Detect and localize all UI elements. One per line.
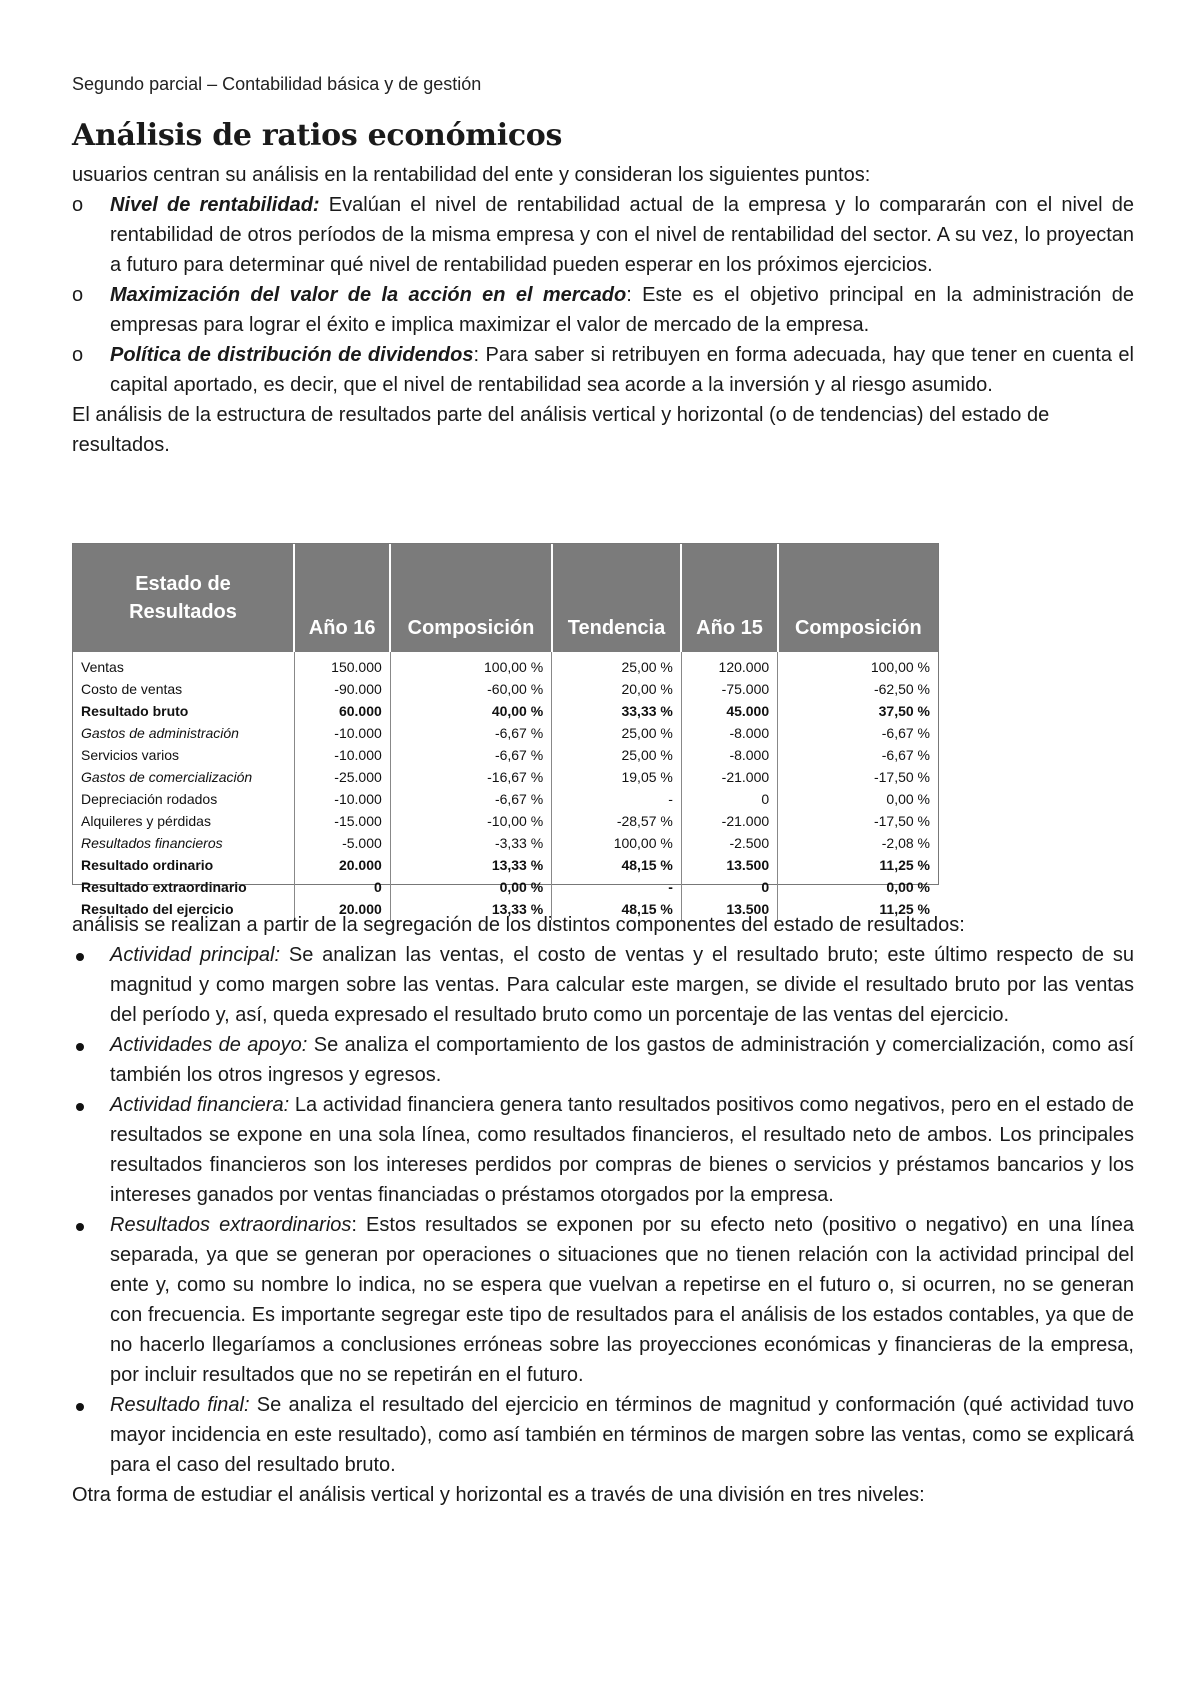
- table-row: [73, 876, 938, 898]
- value-cell: 100,00 %: [552, 832, 682, 854]
- value-cell: -90.000: [294, 678, 390, 700]
- value-cell: -6,67 %: [881, 725, 930, 741]
- row-label-cell: Resultado ordinario: [73, 854, 294, 876]
- value-cell: 0,00 %: [886, 879, 930, 895]
- value-cell: 13.500: [681, 898, 777, 920]
- value-cell: 25,00 %: [552, 652, 682, 678]
- value-cell: 0: [681, 788, 777, 810]
- table-row: [73, 652, 938, 678]
- value-cell: -8.000: [681, 722, 777, 744]
- value-cell: -10.000: [294, 744, 390, 766]
- section-intro: usuarios centran su análisis en la rentabilidad del ente y consideran los siguientes puntos:: [72, 164, 871, 186]
- value-cell: -75.000: [681, 678, 777, 700]
- circle-bullet-icon: o: [72, 344, 84, 366]
- point-text: : Para saber si retribuyen en forma adecuada, hay que tener en cuenta el capital aportado, es decir, que el nivel de rentabilidad sea acorde a la inversión y al riesgo asumido.: [110, 344, 1134, 396]
- row-label-cell: Gastos de administración: [73, 722, 294, 744]
- ratios-point-list: [72, 190, 1134, 400]
- value-cell: -28,57 %: [552, 810, 682, 832]
- value-cell: 13.500: [681, 854, 777, 876]
- value-cell: 19,05 %: [552, 766, 682, 788]
- row-label-cell: Resultados financieros: [73, 832, 294, 854]
- value-cell: -10.000: [294, 788, 390, 810]
- component-text: La actividad financiera genera tanto resultados positivos como negativos, pero en el estado de resultados se expone en una sola línea, como resultados financieros, el resultado neto de ambos. Los principales resultados financieros son los intereses perdidos por compras de bienes o servicios y préstamos bancarios y los intereses ganados por ventas financiadas o préstamos otorgados por la empresa.: [110, 1094, 1134, 1206]
- value-cell: 40,00 %: [390, 700, 551, 722]
- value-cell: -10,00 %: [390, 810, 551, 832]
- bullet-dot-icon: [76, 1223, 84, 1231]
- point-term: Política de distribución de dividendos: [110, 344, 474, 366]
- value-cell: 13,33 %: [390, 854, 551, 876]
- document-header: Segundo parcial – Contabilidad básica y de gestión: [72, 74, 482, 94]
- value-cell: 11,25 %: [879, 857, 930, 873]
- component-term: Resultado final:: [110, 1394, 250, 1416]
- value-cell: -8.000: [681, 744, 777, 766]
- value-cell: -25.000: [294, 766, 390, 788]
- header-line: Estado de: [135, 573, 231, 595]
- list-item: [72, 190, 1134, 280]
- value-cell: 25,00 %: [552, 744, 682, 766]
- table-row: [73, 810, 938, 832]
- value-cell: -5.000: [294, 832, 390, 854]
- value-cell: -: [552, 876, 682, 898]
- list-item: [72, 1210, 1134, 1390]
- value-cell: -: [552, 788, 682, 810]
- value-cell: 20,00 %: [552, 678, 682, 700]
- circle-bullet-icon: o: [72, 284, 84, 306]
- value-cell: 45.000: [681, 700, 777, 722]
- value-cell: 100,00 %: [390, 652, 551, 678]
- column-header: [73, 544, 294, 652]
- value-cell: -6,67 %: [390, 722, 551, 744]
- table-row: [73, 722, 938, 744]
- row-label-cell: Resultado extraordinario: [73, 876, 294, 898]
- value-cell: -3,33 %: [390, 832, 551, 854]
- table-row: [73, 788, 938, 810]
- value-cell: 0,00 %: [886, 791, 930, 807]
- list-item: [72, 1030, 1134, 1090]
- component-term: Actividad financiera:: [110, 1094, 290, 1116]
- row-label-cell: Resultado del ejercicio: [73, 898, 294, 920]
- column-header: Composición: [778, 544, 938, 652]
- value-cell: -6,67 %: [390, 788, 551, 810]
- value-cell: -21.000: [681, 766, 777, 788]
- value-cell: -62,50 %: [873, 681, 930, 697]
- section-title: Análisis de ratios económicos: [72, 118, 563, 153]
- value-cell: 37,50 %: [878, 703, 930, 719]
- value-cell: 11,25 %: [879, 901, 930, 917]
- value-cell: -60,00 %: [390, 678, 551, 700]
- component-text: Se analizan las ventas, el costo de ventas y el resultado bruto; este último respecto de su magnitud y como margen sobre las ventas. Para calcular este margen, se divide el resultado bruto por las ventas del período y, así, queda expresado el resultado bruto como un porcentaje de las ventas del ejercicio.: [110, 944, 1135, 1026]
- value-cell: 0: [681, 876, 777, 898]
- point-text: Evalúan el nivel de rentabilidad actual de la empresa y lo compararán con el nivel de rentabilidad de otros períodos de la misma empresa y con el nivel de rentabilidad del sector. A su vez, lo proyectan a futuro para determinar qué nivel de rentabilidad pueden esperar en los próximos ejercicios.: [110, 194, 1135, 276]
- component-term: Resultados extraordinarios: [110, 1214, 352, 1236]
- row-label-cell: Servicios varios: [73, 744, 294, 766]
- value-cell: 48,15 %: [552, 898, 682, 920]
- row-label-cell: Depreciación rodados: [73, 788, 294, 810]
- value-cell: 20.000: [294, 854, 390, 876]
- column-header: Composición: [390, 544, 551, 652]
- table-row: [73, 678, 938, 700]
- value-cell: -2.500: [681, 832, 777, 854]
- column-header: Tendencia: [552, 544, 682, 652]
- point-term: Nivel de rentabilidad:: [110, 194, 320, 216]
- value-cell: -2,08 %: [881, 835, 930, 851]
- column-header: Año 16: [294, 544, 390, 652]
- point-text: : Este es el objetivo principal en la administración de empresas para lograr el éxito e implica maximizar el valor de mercado de la empresa.: [110, 284, 1134, 336]
- table-row: [73, 766, 938, 788]
- value-cell: 100,00 %: [870, 659, 930, 675]
- list-item: [72, 340, 1134, 400]
- value-cell: -17,50 %: [873, 813, 930, 829]
- row-label-cell: Ventas: [73, 652, 294, 678]
- component-text: Se analiza el comportamiento de los gastos de administración y comercialización, como así también los otros ingresos y egresos.: [110, 1034, 1135, 1086]
- row-label-cell: Resultado bruto: [73, 700, 294, 722]
- table-row: [73, 832, 938, 854]
- component-text: : Estos resultados se exponen por su efecto neto (positivo o negativo) en una línea separada, ya que se generan por operaciones o situaciones que no tienen relación con la actividad principal del ente y, como su nombre lo indica, no se espera que vuelvan a repetirse en el futuro o, si ocurren, no se generan con frecuencia. Es importante segregar este tipo de resultados para el análisis de los estados contables, ya que de no hacerlo llegaríamos a conclusiones erróneas sobre las proyecciones económicas y financieras de la empresa, por incluir resultados que no se repetirán en el futuro.: [110, 1214, 1134, 1386]
- component-text: Se analiza el resultado del ejercicio en términos de magnitud y conformación (qué actividad tuvo mayor incidencia en este resultado), como así también en términos de margen sobre las ventas, como se explicará para el caso del resultado bruto.: [110, 1394, 1134, 1476]
- table-row: [73, 854, 938, 876]
- bullet-dot-icon: [76, 953, 84, 961]
- bullet-dot-icon: [76, 1403, 84, 1411]
- components-closing: Otra forma de estudiar el análisis vertical y horizontal es a través de una división en tres niveles:: [72, 1484, 925, 1506]
- value-cell: -17,50 %: [873, 769, 930, 785]
- list-item: [72, 1390, 1134, 1480]
- value-cell: 0: [294, 876, 390, 898]
- row-label-cell: Alquileres y pérdidas: [73, 810, 294, 832]
- value-cell: 33,33 %: [552, 700, 682, 722]
- value-cell: 20.000: [294, 898, 390, 920]
- value-cell: 0,00 %: [390, 876, 551, 898]
- value-cell: 48,15 %: [552, 854, 682, 876]
- value-cell: 25,00 %: [552, 722, 682, 744]
- components-list: [72, 940, 1134, 1480]
- table-header-row: [73, 544, 938, 652]
- income-statement-table: [72, 543, 939, 917]
- value-cell: 150.000: [294, 652, 390, 678]
- component-term: Actividad principal:: [110, 944, 281, 966]
- component-term: Actividades de apoyo:: [110, 1034, 308, 1056]
- value-cell: -16,67 %: [390, 766, 551, 788]
- column-header: Año 15: [681, 544, 777, 652]
- list-item: [72, 940, 1134, 1030]
- row-label-cell: Gastos de comercialización: [73, 766, 294, 788]
- value-cell: -10.000: [294, 722, 390, 744]
- row-label-cell: Costo de ventas: [73, 678, 294, 700]
- point-term: Maximización del valor de la acción en el mercado: [110, 284, 627, 306]
- bullet-dot-icon: [76, 1103, 84, 1111]
- value-cell: -21.000: [681, 810, 777, 832]
- table-row: [73, 700, 938, 722]
- bullet-dot-icon: [76, 1043, 84, 1051]
- value-cell: 120.000: [681, 652, 777, 678]
- value-cell: 60.000: [294, 700, 390, 722]
- components-intro: análisis se realizan a partir de la segregación de los distintos componentes del estado de resultados:: [72, 914, 965, 936]
- table-row: [73, 744, 938, 766]
- section-closing: El análisis de la estructura de resultados parte del análisis vertical y horizontal (o de tendencias) del estado de resultados.: [72, 404, 1050, 456]
- value-cell: -6,67 %: [390, 744, 551, 766]
- ratios-section: [72, 160, 1134, 460]
- value-cell: 13,33 %: [390, 898, 551, 920]
- list-item: [72, 280, 1134, 340]
- circle-bullet-icon: o: [72, 194, 84, 216]
- list-item: [72, 1090, 1134, 1210]
- value-cell: -6,67 %: [881, 747, 930, 763]
- value-cell: -15.000: [294, 810, 390, 832]
- components-section: [72, 910, 1134, 1510]
- header-line: Resultados: [129, 601, 237, 623]
